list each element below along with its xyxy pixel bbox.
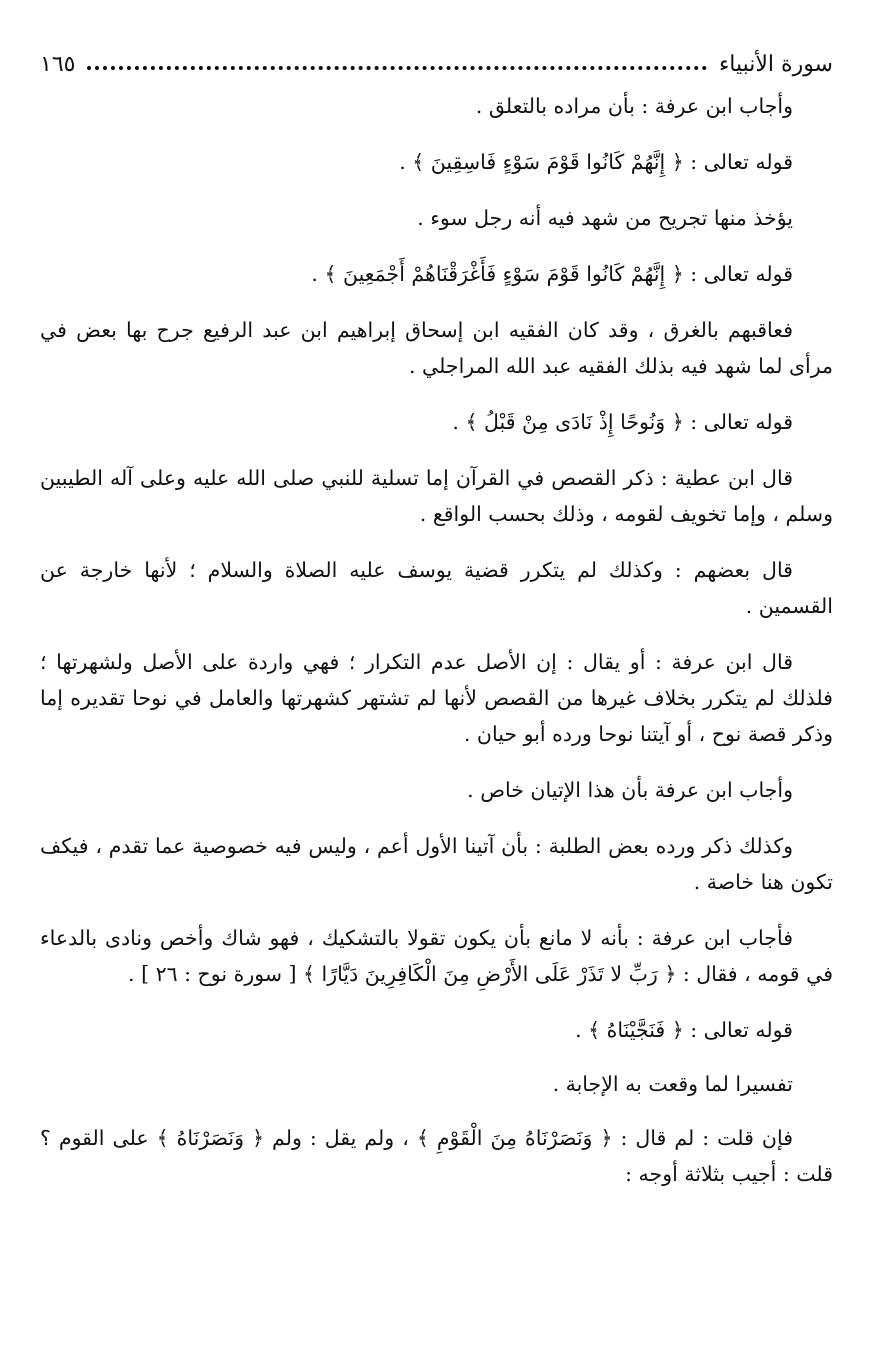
paragraph: وكذلك ذكر ورده بعض الطلبة : بأن آتينا الأول أعم ، وليس فيه خصوصية عما تقدم ، فيكف تكون هنا خاصة . [40,834,833,894]
header-dotted-leader [87,66,706,70]
page-header [40,44,833,84]
paragraph: قال ابن عطية : ذكر القصص في القرآن إما تسلية للنبي صلى الله عليه وعلى آله الطيبين وسلم ، وإما تخويف لقومه ، وذلك بحسب الواقع . [40,466,833,526]
paragraph: فإن قلت : لم قال : ﴿ وَنَصَرْنَاهُ مِنَ الْقَوْمِ ﴾ ، ولم يقل : ولم ﴿ وَنَصَرْنَاهُ ﴾ على القوم ؟ قلت : أجيب بثلاثة أوجه : [40,1126,833,1186]
paragraph: قال ابن عرفة : أو يقال : إن الأصل عدم التكرار ؛ فهي واردة على الأصل ولشهرتها ؛ فلذلك لم يتكرر بخلاف غيرها من القصص لأنها لم تشتهر كشهرتها والعامل في نوحا تقديره إما وذكر قصة نوح ، أو آيتنا نوحا ورده أبو حيان . [40,650,833,746]
paragraph: تفسيرا لما وقعت به الإجابة . [552,1072,793,1096]
paragraph: قوله تعالى : ﴿ وَنُوحًا إِذْ نَادَى مِنْ قَبْلُ ﴾ . [452,410,793,434]
surah-title: سورة الأنبياء [718,51,833,77]
paragraph: قوله تعالى : ﴿ إِنَّهُمْ كَانُوا قَوْمَ سَوْءٍ فَاسِقِينَ ﴾ . [399,150,793,174]
paragraph: وأجاب ابن عرفة : بأن مراده بالتعلق . [475,94,793,118]
paragraph: قوله تعالى : ﴿ إِنَّهُمْ كَانُوا قَوْمَ سَوْءٍ فَأَغْرَقْنَاهُمْ أَجْمَعِينَ ﴾ . [311,262,793,286]
page-number: ١٦٥ [40,51,76,77]
paragraph: فأجاب ابن عرفة : بأنه لا مانع بأن يكون تقولا بالتشكيك ، فهو شاك وأخص ونادى بالدعاء في قومه ، فقال : ﴿ رَبِّ لا تَذَرْ عَلَى الأَرْضِ مِنَ الْكَافِرِينَ دَيَّارًا ﴾ [ سورة نوح : ٢٦ ] . [40,926,833,986]
paragraph: وأجاب ابن عرفة بأن هذا الإتيان خاص . [467,778,793,802]
page-body [40,88,833,1212]
paragraph: فعاقبهم بالغرق ، وقد كان الفقيه ابن إسحاق إبراهيم ابن عبد الرفيع جرح بها بعض في مرأى لما شهد فيه بذلك الفقيه عبد الله المراجلي . [40,318,833,378]
paragraph: قوله تعالى : ﴿ فَنَجَّيْنَاهُ ﴾ . [575,1018,793,1042]
paragraph: يؤخذ منها تجريح من شهد فيه أنه رجل سوء . [417,206,793,230]
paragraph: قال بعضهم : وكذلك لم يتكرر قضية يوسف عليه الصلاة والسلام ؛ لأنها خارجة عن القسمين . [40,558,833,618]
